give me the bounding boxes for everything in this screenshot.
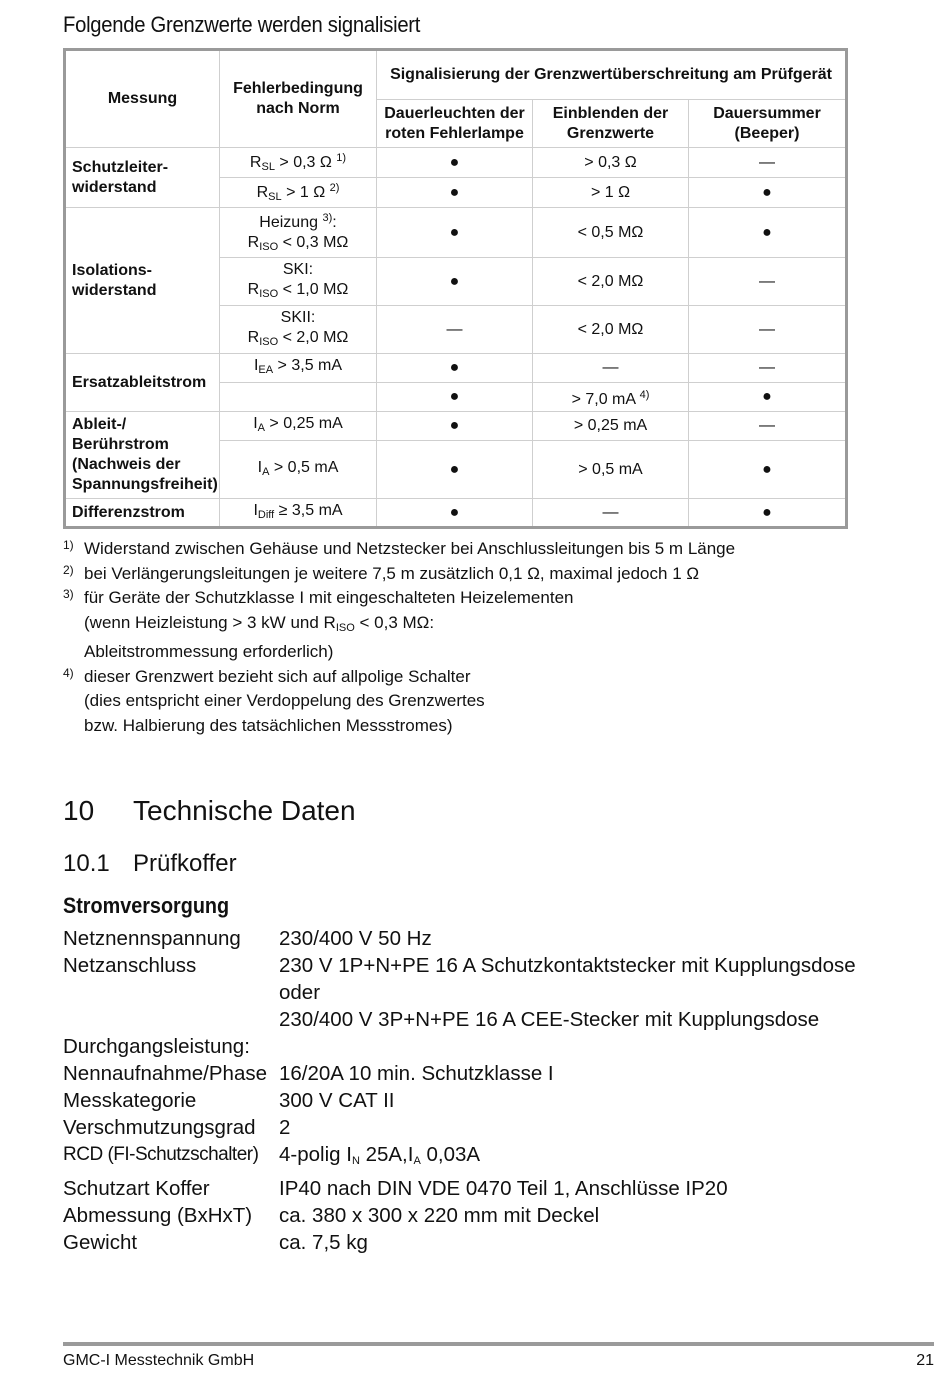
lamp-dot: ● — [377, 412, 533, 441]
footnote-text: dieser Grenzwert bezieht sich auf allpolige Schalter (dies entspricht einer Verdoppelung des Grenzwertes bzw. Halbierung des tatsächlichen Messstromes) — [84, 666, 485, 735]
footnote-text: Widerstand zwischen Gehäuse und Netzstecker bei Anschlussleitungen bis 5 m Länge — [84, 539, 736, 558]
condition-cell: $I_A > 0,25$ mA — [220, 412, 377, 441]
beeper-dash: — — [689, 148, 847, 178]
footnote — [63, 665, 735, 739]
spec-row: Abmessung (BxHxT) ca. 380 x 300 x 220 mm mit Deckel — [63, 1204, 600, 1227]
limit-value: > 1 Ω — [533, 178, 689, 208]
footnote-text: bei Verlängerungsleitungen je weitere 7,5 m zusätzlich 0,1 Ω, maximal jedoch 1 Ω — [84, 563, 700, 583]
footnote-number: 4) — [63, 665, 74, 680]
footnote — [63, 537, 735, 562]
header-messung: Messung — [65, 50, 220, 148]
spec-row: Gewicht ca. 7,5 kg — [63, 1231, 368, 1254]
beeper-dot: ● — [689, 208, 847, 258]
footnote-number: 2) — [63, 562, 74, 577]
beeper-dash: — — [689, 354, 847, 383]
footnote — [63, 562, 735, 587]
table-row — [65, 208, 847, 258]
spec-row: Messkategorie 300 V CAT II — [63, 1089, 395, 1112]
limit-value: < 2,0 MΩ — [533, 306, 689, 354]
group-label: Isolations-widerstand — [65, 208, 220, 354]
spec-row: Verschmutzungsgrad 2 — [63, 1116, 291, 1139]
lamp-dot: ● — [377, 148, 533, 178]
lamp-dot: ● — [377, 383, 533, 412]
beeper-dot: ● — [689, 383, 847, 412]
page-number: 21 — [916, 1352, 934, 1369]
limit-value: < 2,0 MΩ — [533, 258, 689, 306]
condition-cell: $R_{SL} > 1$ Ω $^{2)}$ — [220, 178, 377, 208]
condition-cell — [220, 383, 377, 412]
beeper-dash: — — [689, 306, 847, 354]
table-row — [65, 499, 847, 528]
lamp-dash: — — [377, 306, 533, 354]
footer-company: GMC-I Messtechnik GmbH — [63, 1352, 255, 1369]
group-label: Schutzleiter-widerstand — [65, 148, 220, 208]
lamp-dot: ● — [377, 208, 533, 258]
footnote — [63, 586, 735, 665]
beeper-dot: ● — [689, 441, 847, 499]
limit-value: > 0,25 mA — [533, 412, 689, 441]
limit-value: > 0,3 Ω — [533, 148, 689, 178]
spec-row: Netzanschluss 230 V 1P+N+PE 16 A Schutzkontaktstecker mit Kupplungsdose oder 230/400 V 3P+N+PE 16 A CEE-Stecker mit Kupplungsdose — [63, 954, 856, 1031]
condition-cell: SKII: $R_{ISO} < 2,0$ MΩ — [220, 306, 377, 354]
footnote-number: 3) — [63, 587, 74, 601]
lamp-dot: ● — [377, 499, 533, 528]
beeper-dot: ● — [689, 499, 847, 528]
condition-cell: Heizung $^{3)}$: $R_{ISO} < 0,3$ MΩ — [220, 208, 377, 258]
lamp-dot: ● — [377, 354, 533, 383]
spec-list — [63, 925, 903, 1256]
beeper-dot: ● — [689, 178, 847, 208]
limit-value: > 0,5 mA — [533, 441, 689, 499]
beeper-dash: — — [689, 258, 847, 306]
footnote-text: für Geräte der Schutzklasse I mit eingeschalteten Heizelementen (wenn Heizleistung > 3 kW und $R_{ISO} < 0,3$ MΩ: Ableitstrommessung erforderlich) — [84, 588, 574, 661]
limit-value: < 0,5 MΩ — [533, 208, 689, 258]
header-summer: Dauersummer (Beeper) — [689, 100, 847, 148]
header-lampe: Dauerleuchten der roten Fehlerlampe — [377, 100, 533, 148]
table-row — [65, 412, 847, 441]
subchapter-heading: 10.1 Prüfkoffer — [63, 850, 237, 877]
footer-divider — [63, 1342, 934, 1346]
spec-row: Nennaufnahme/Phase 16/20A 10 min. Schutzklasse I — [63, 1062, 554, 1085]
limit-value: > 7,0 mA $^{4)}$ — [533, 383, 689, 412]
spec-row: Schutzart Koffer IP40 nach DIN VDE 0470 Teil 1, Anschlüsse IP20 — [63, 1177, 728, 1200]
limit-dash: — — [533, 354, 689, 383]
lamp-dot: ● — [377, 178, 533, 208]
condition-cell: $R_{SL} > 0,3$ Ω $^{1)}$ — [220, 148, 377, 178]
spec-row: Durchgangsleistung: — [63, 1035, 250, 1058]
chapter-heading: 10 Technische Daten — [63, 795, 356, 826]
lamp-dot: ● — [377, 258, 533, 306]
footnotes — [63, 537, 735, 738]
spec-row: Netznennspannung 230/400 V 50 Hz — [63, 927, 432, 950]
group-label: Ableit-/ Berührstrom (Nachweis der Spannungsfreiheit) — [65, 412, 220, 499]
header-fehlerbedingung: Fehlerbedingung nach Norm — [220, 50, 377, 148]
table-row — [65, 354, 847, 383]
limit-table — [63, 48, 848, 529]
header-signalisierung: Signalisierung der Grenzwertüberschreitung am Prüfgerät — [377, 50, 847, 100]
limit-dash: — — [533, 499, 689, 528]
condition-cell: SKI: $R_{ISO} < 1,0$ MΩ — [220, 258, 377, 306]
lamp-dot: ● — [377, 441, 533, 499]
condition-cell: $I_{Diff} \ge 3,5$ mA — [220, 499, 377, 528]
group-label: Differenzstrom — [65, 499, 220, 528]
header-grenzwerte: Einblenden der Grenzwerte — [533, 100, 689, 148]
spec-row: RCD (FI-Schutzschalter) 4-polig $I_N$ $25A,I_A$ 0,03A — [63, 1143, 481, 1167]
condition-cell: $I_{EA} > 3,5$ mA — [220, 354, 377, 383]
group-label: Ersatzableitstrom — [65, 354, 220, 412]
footnote-number: 1) — [63, 538, 74, 552]
table-row — [65, 148, 847, 178]
beeper-dash: — — [689, 412, 847, 441]
subheading: Stromversorgung — [63, 893, 230, 918]
condition-cell: $I_A > 0,5$ mA — [220, 441, 377, 499]
section-heading: Folgende Grenzwerte werden signalisiert — [63, 12, 421, 37]
